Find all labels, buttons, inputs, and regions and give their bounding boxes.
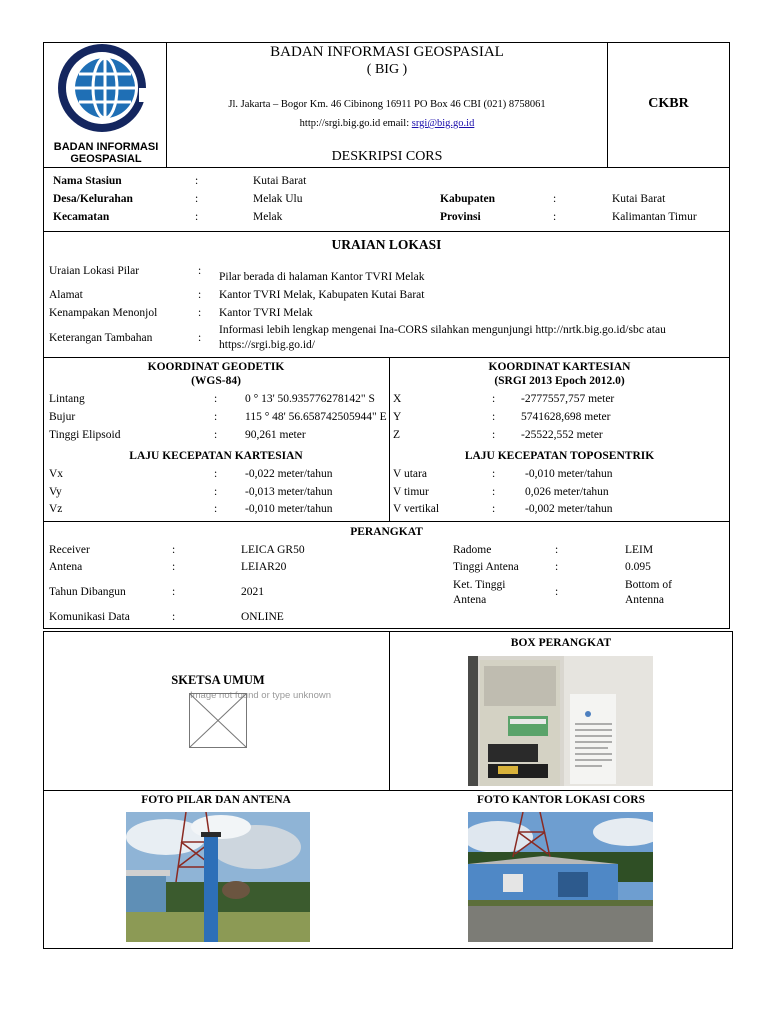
- colon: :: [195, 193, 199, 205]
- tahun-dibangun-label: Tahun Dibangun: [49, 586, 126, 598]
- ket-tinggi-value-1: Bottom of: [625, 579, 672, 591]
- v-utara-label: V utara: [393, 468, 427, 480]
- keterangan-value-1: Informasi lebih lengkap mengenai Ina-CORS silahkan mengunjungi http://nrtk.big.go.id/sbc atau: [219, 324, 666, 336]
- komunikasi-label: Komunikasi Data: [49, 611, 130, 623]
- v-utara-value: -0,010 meter/tahun: [525, 468, 613, 480]
- org-title: BADAN INFORMASI GEOSPASIAL: [270, 44, 504, 60]
- foto-kantor-photo: [468, 812, 653, 942]
- tinggi-elipsoid-label: Tinggi Elipsoid: [49, 429, 121, 441]
- colon: :: [214, 393, 218, 405]
- tinggi-antena-value: 0.095: [625, 561, 651, 573]
- kenampakan-value: Kantor TVRI Melak: [219, 307, 313, 319]
- antena-value: LEIAR20: [241, 561, 287, 573]
- bujur-value: 115 ° 48' 56.658742505944" E: [245, 411, 387, 423]
- uraian-value: Pilar berada di halaman Kantor TVRI Melak: [219, 271, 425, 283]
- keterangan-label: Keterangan Tambahan: [49, 332, 153, 344]
- z-value: -25522,552 meter: [521, 429, 603, 441]
- colon: :: [492, 411, 496, 423]
- station-code: CKBR: [648, 96, 689, 111]
- colon: :: [214, 486, 218, 498]
- nama-stasiun-value: Kutai Barat: [253, 175, 307, 187]
- v-timur-value: 0,026 meter/tahun: [525, 486, 609, 498]
- laju-toposentrik-heading: LAJU KECEPATAN TOPOSENTRIK: [464, 450, 655, 462]
- colon: :: [555, 544, 559, 556]
- provinsi-value: Kalimantan Timur: [612, 211, 697, 223]
- colon: :: [172, 611, 176, 623]
- kartesian-subheading: (SRGI 2013 Epoch 2012.0): [494, 375, 625, 387]
- receiver-value: LEICA GR50: [241, 544, 305, 556]
- vx-label: Vx: [49, 468, 64, 480]
- uraian-lokasi-heading: URAIAN LOKASI: [331, 237, 442, 252]
- bujur-label: Bujur: [49, 411, 76, 423]
- colon: :: [195, 211, 199, 223]
- colon: :: [492, 486, 496, 498]
- logo-line-2: GEOSPASIAL: [70, 153, 142, 165]
- antena-label: Antena: [49, 561, 83, 573]
- website-text: http://srgi.big.go.id email:: [299, 118, 412, 129]
- vx-value: -0,022 meter/tahun: [245, 468, 333, 480]
- colon: :: [553, 211, 557, 223]
- colon: :: [198, 265, 202, 277]
- vz-label: Vz: [49, 503, 63, 515]
- vy-value: -0,013 meter/tahun: [245, 486, 333, 498]
- sketsa-heading: SKETSA UMUM: [171, 673, 265, 687]
- colon: :: [492, 393, 496, 405]
- kecamatan-value: Melak: [253, 211, 283, 223]
- colon: :: [198, 307, 202, 319]
- colon: :: [172, 544, 176, 556]
- ket-tinggi-label-2: Antena: [453, 594, 487, 606]
- colon: :: [198, 332, 202, 344]
- address: Jl. Jakarta – Bogor Km. 46 Cibinong 16911 PO Box 46 CBI (021) 8758061: [228, 99, 546, 110]
- komunikasi-value: ONLINE: [241, 611, 284, 623]
- laju-kartesian-heading: LAJU KECEPATAN KARTESIAN: [129, 450, 303, 462]
- colon: :: [553, 193, 557, 205]
- keterangan-value-2: https://srgi.big.go.id/: [219, 339, 315, 351]
- org-abbr: ( BIG ): [366, 62, 408, 77]
- geodetik-subheading: (WGS-84): [191, 375, 241, 387]
- v-vertikal-value: -0,002 meter/tahun: [525, 503, 613, 515]
- broken-image-icon: [189, 693, 247, 748]
- ket-tinggi-value-2: Antenna: [625, 594, 664, 606]
- y-value: 5741628,698 meter: [521, 411, 611, 423]
- vy-label: Vy: [49, 486, 62, 498]
- receiver-label: Receiver: [49, 544, 90, 556]
- lintang-label: Lintang: [49, 393, 85, 405]
- foto-pilar-photo: [126, 812, 310, 942]
- z-label: Z: [393, 429, 401, 441]
- big-logo: [55, 44, 155, 136]
- provinsi-label: Provinsi: [440, 211, 481, 223]
- perangkat-heading: PERANGKAT: [350, 526, 423, 538]
- x-value: -2777557,757 meter: [521, 393, 615, 405]
- foto-pilar-heading: FOTO PILAR DAN ANTENA: [141, 794, 291, 806]
- logo-line-1: BADAN INFORMASI: [53, 141, 159, 153]
- tinggi-elipsoid-value: 90,261 meter: [245, 429, 306, 441]
- y-label: Y: [393, 411, 402, 423]
- colon: :: [492, 503, 496, 515]
- desa-value: Melak Ulu: [253, 193, 303, 205]
- broken-image-text: Image not found or type unknown: [190, 690, 332, 701]
- desa-label: Desa/Kelurahan: [53, 193, 133, 205]
- nama-stasiun-label: Nama Stasiun: [53, 175, 122, 187]
- x-label: X: [393, 393, 402, 405]
- colon: :: [198, 289, 202, 301]
- kenampakan-label: Kenampakan Menonjol: [49, 307, 158, 319]
- box-perangkat-photo: [468, 656, 653, 786]
- radome-value: LEIM: [625, 544, 654, 556]
- email-link[interactable]: srgi@big.go.id: [411, 118, 475, 129]
- logo-caption: [46, 141, 166, 165]
- v-timur-label: V timur: [393, 486, 429, 498]
- lintang-value: 0 ° 13' 50.935776278142" S: [245, 393, 375, 405]
- doc-title: DESKRIPSI CORS: [331, 149, 443, 164]
- colon: :: [214, 468, 218, 480]
- colon: :: [492, 468, 496, 480]
- ket-tinggi-label-1: Ket. Tinggi: [453, 579, 506, 591]
- kecamatan-label: Kecamatan: [53, 211, 110, 223]
- kabupaten-value: Kutai Barat: [612, 193, 666, 205]
- web-email-line: [167, 118, 607, 129]
- box-perangkat-heading: BOX PERANGKAT: [510, 637, 612, 649]
- radome-label: Radome: [453, 544, 492, 556]
- colon: :: [195, 175, 199, 187]
- geodetik-heading: KOORDINAT GEODETIK: [147, 361, 285, 373]
- uraian-label: Uraian Lokasi Pilar: [49, 265, 140, 277]
- colon: :: [555, 561, 559, 573]
- colon: :: [214, 411, 218, 423]
- colon: :: [555, 586, 559, 598]
- kabupaten-label: Kabupaten: [440, 193, 495, 205]
- vz-value: -0,010 meter/tahun: [245, 503, 333, 515]
- kartesian-heading: KOORDINAT KARTESIAN: [488, 361, 631, 373]
- colon: :: [214, 503, 218, 515]
- colon: :: [492, 429, 496, 441]
- tinggi-antena-label: Tinggi Antena: [453, 561, 519, 573]
- colon: :: [172, 586, 176, 598]
- colon: :: [172, 561, 176, 573]
- colon: :: [214, 429, 218, 441]
- tahun-dibangun-value: 2021: [241, 586, 264, 598]
- alamat-value: Kantor TVRI Melak, Kabupaten Kutai Barat: [219, 289, 425, 301]
- alamat-label: Alamat: [49, 289, 83, 301]
- v-vertikal-label: V vertikal: [393, 503, 440, 515]
- foto-kantor-heading: FOTO KANTOR LOKASI CORS: [477, 794, 645, 806]
